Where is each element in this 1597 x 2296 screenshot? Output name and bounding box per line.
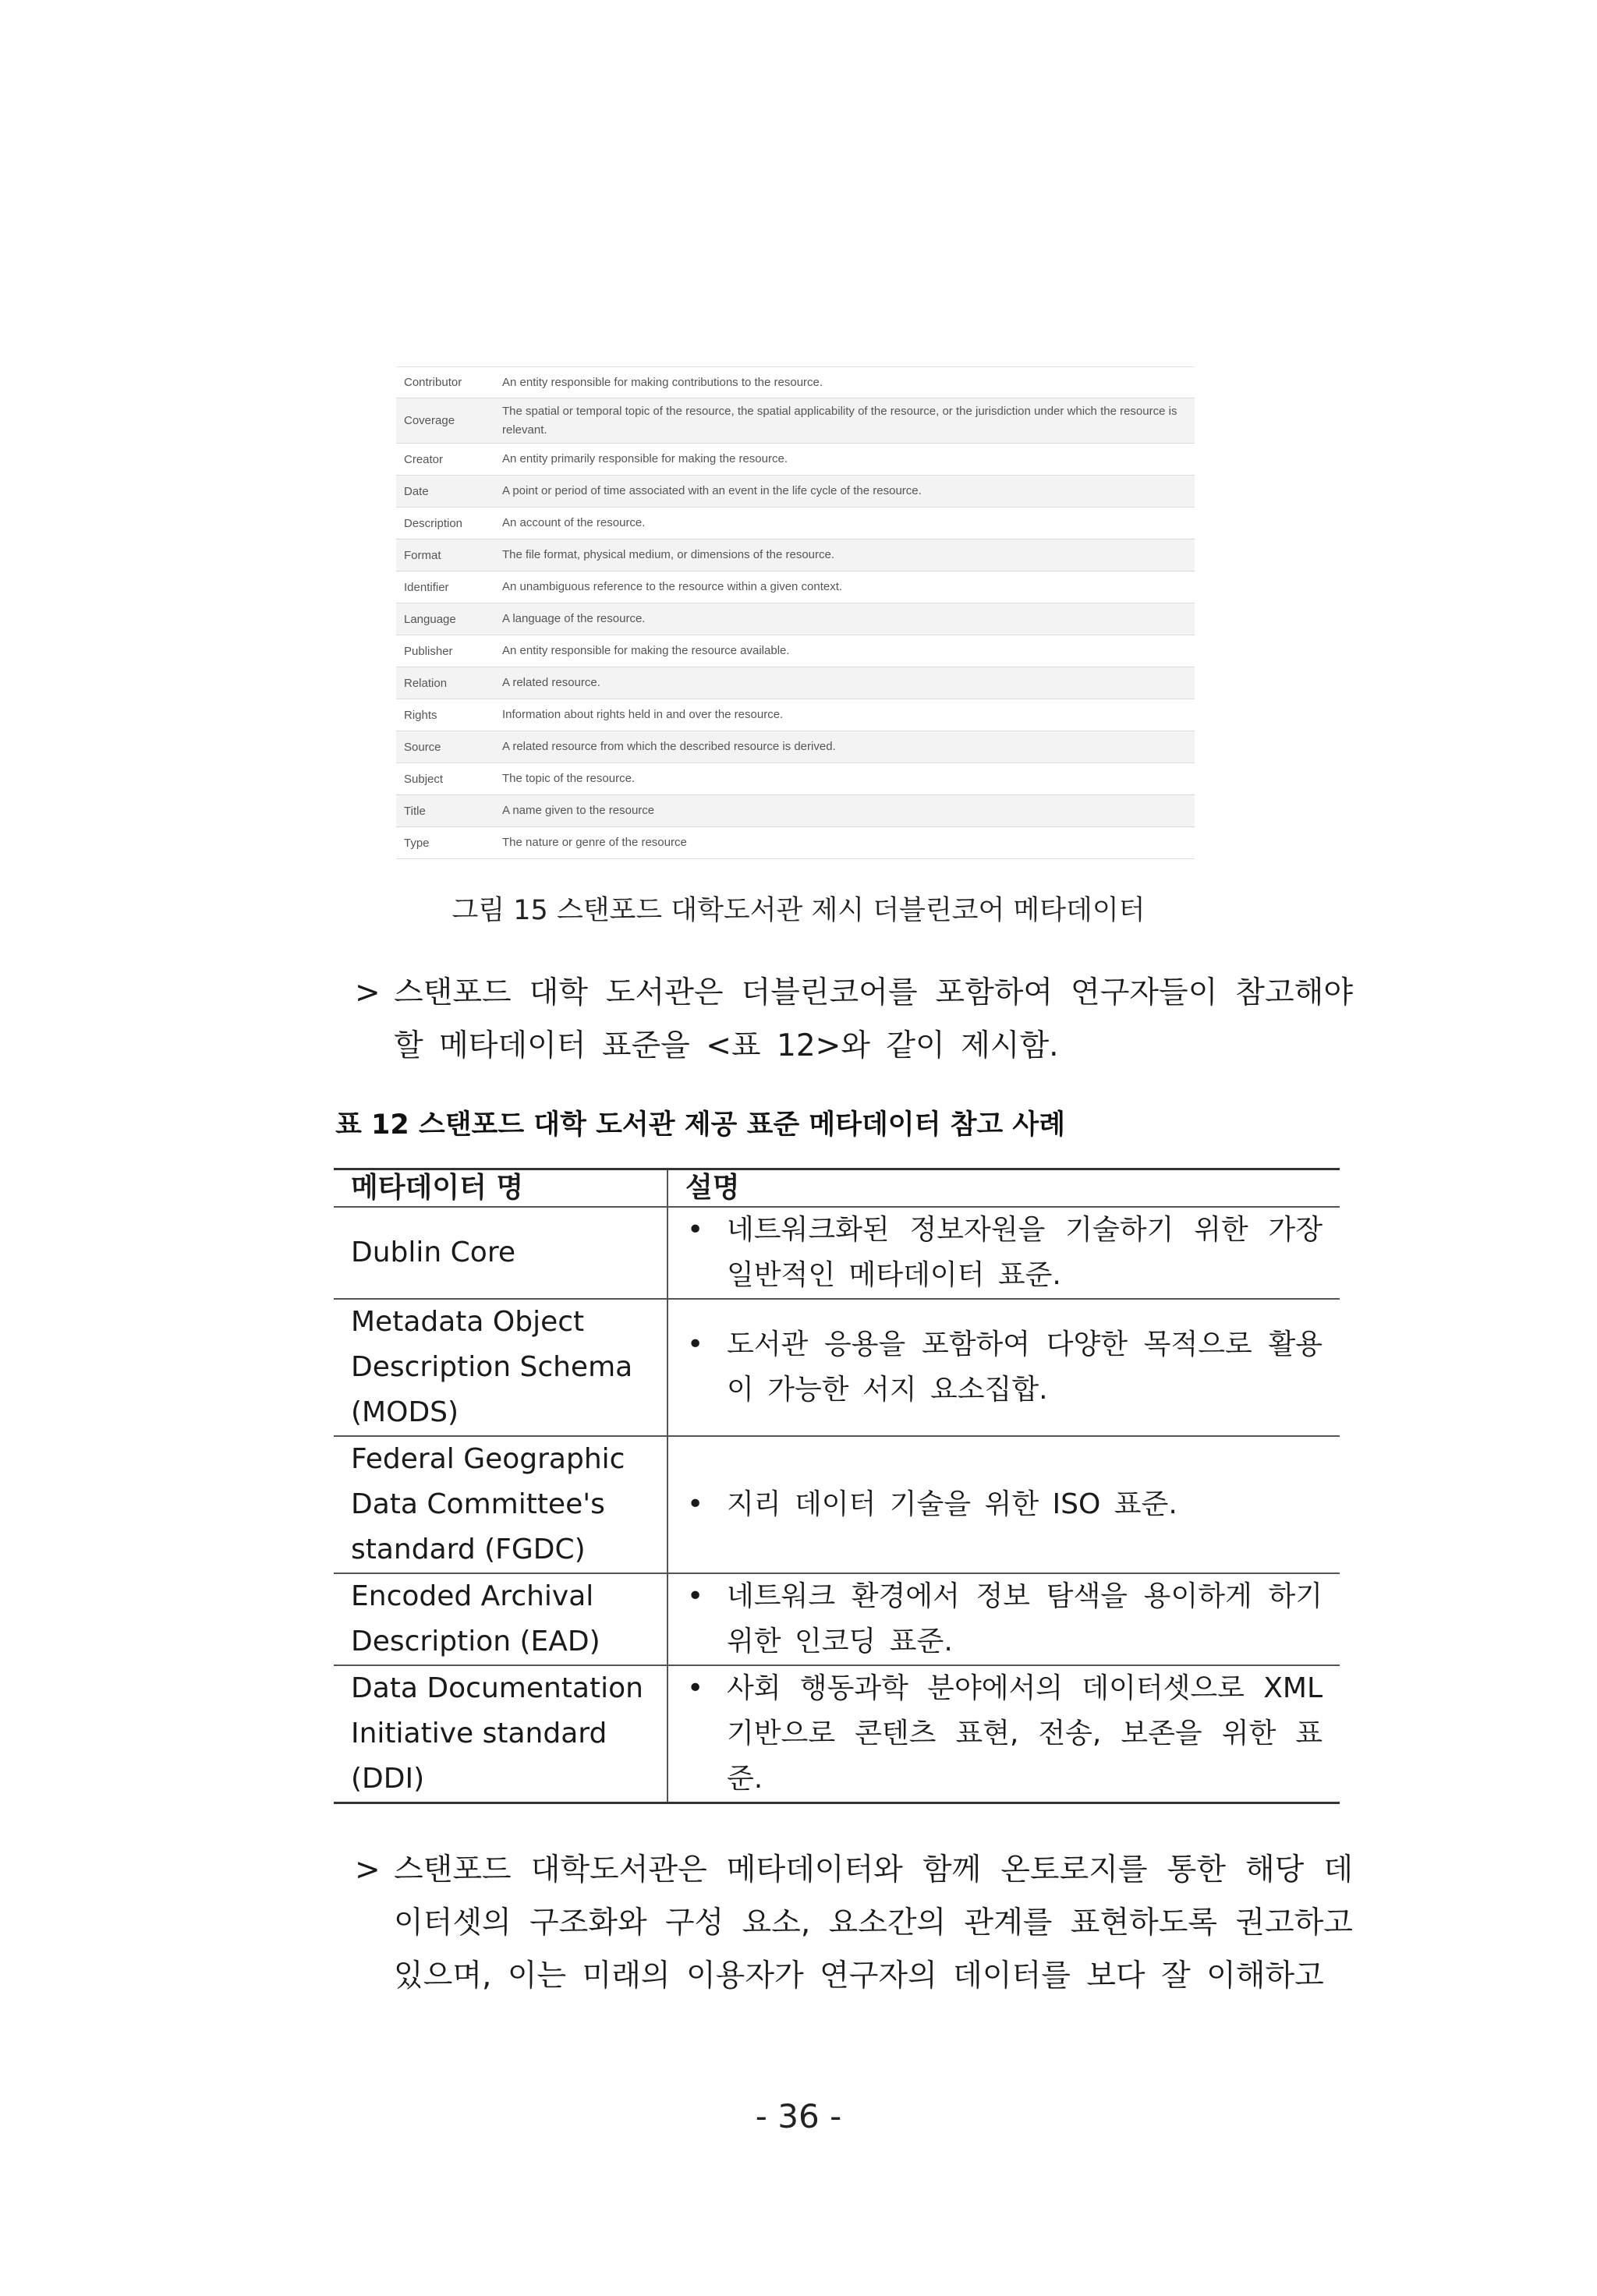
figure-term: Language [404,612,456,626]
metadata-standards-table [334,1168,1340,1804]
table-row [334,1207,1340,1299]
standard-description [667,1573,1340,1665]
figure-definition: A name given to the resource [502,804,655,817]
figure-row [396,603,1195,635]
description-text: 네트워크 환경에서 정보 탐색을 용이하게 하기 위한 인코딩 표준. [727,1580,1323,1657]
figure-term: Date [404,484,429,498]
standard-name: Metadata Object Description Schema (MODS) [334,1299,667,1436]
figure-row [396,540,1195,571]
figure-term: Publisher [404,644,453,658]
table-row [334,1573,1340,1665]
figure-row [396,367,1195,398]
standard-description [667,1436,1340,1573]
standard-name: Data Documentation Initiative standard (DDI) [334,1665,667,1803]
figure-term: Contributor [404,376,462,389]
dublin-core-figure [396,366,1195,859]
paragraph-marker: > [355,975,381,1010]
figure-row [396,763,1195,795]
figure-term: Coverage [404,414,455,427]
figure-term: Subject [404,772,444,786]
bullet-icon: • [687,1580,704,1612]
figure-definition: Information about rights held in and over the resource. [502,708,784,721]
figure-definition: The spatial or temporal topic of the resource, the spatial applicability of the resource, or the jurisdiction under which the resource is relevant. [502,404,1177,437]
figure-definition: A related resource. [502,676,600,689]
paragraph-marker: > [355,1852,381,1887]
table-title: 표 12 스탠포드 대학 도서관 제공 표준 메타데이터 참고 사례 [335,1109,1066,1141]
figure-row [396,667,1195,699]
figure-definition: A language of the resource. [502,612,646,625]
standard-name: Dublin Core [334,1207,667,1299]
figure-definition: The nature or genre of the resource [502,836,687,849]
paragraph-text: 스탠포드 대학 도서관은 더블린코어를 포함하여 연구자들이 참고해야 할 메타데이터 표준을 <표 12>와 같이 제시함. [394,975,1353,1063]
figure-row [396,444,1195,476]
figure-term: Source [404,740,441,754]
paragraph [355,1844,1353,2003]
figure-term: Format [404,548,441,562]
figure-term: Rights [404,708,437,722]
figure-row [396,731,1195,763]
standard-name: Encoded Archival Description (EAD) [334,1573,667,1665]
figure-term: Description [404,516,463,530]
figure-definition: An unambiguous reference to the resource within a given context. [502,580,843,593]
table-row [334,1665,1340,1803]
figure-caption: 그림 15 스탠포드 대학도서관 제시 더블린코어 메타데이터 [451,895,1146,926]
page-number: - 36 - [755,2097,842,2135]
table-row [334,1436,1340,1573]
figure-row [396,795,1195,827]
description-text: 도서관 응용을 포함하여 다양한 목적으로 활용이 가능한 서지 요소집합. [727,1328,1323,1406]
figure-row [396,635,1195,667]
figure-term: Type [404,836,430,850]
figure-row [396,827,1195,859]
figure-definition: An account of the resource. [502,516,646,529]
figure-definition: A related resource from which the described resource is derived. [502,740,836,753]
figure-term: Relation [404,676,448,690]
figure-definition: An entity responsible for making the resource available. [502,644,790,657]
paragraph [355,967,1353,1073]
figure-term: Creator [404,452,444,466]
figure-definition: A point or period of time associated with an event in the life cycle of the resource. [502,484,922,497]
description-text: 지리 데이터 기술을 위한 ISO 표준. [727,1488,1177,1520]
table-header-row [334,1169,1340,1208]
column-header-description: 설명 [667,1169,1340,1208]
standard-description [667,1207,1340,1299]
figure-term: Title [404,804,426,818]
description-text: 네트워크화된 정보자원을 기술하기 위한 가장 일반적인 메타데이터 표준. [727,1214,1323,1291]
description-text: 사회 행동과학 분야에서의 데이터셋으로 XML 기반으로 콘텐츠 표현, 전송, 보존을 위한 표준. [727,1672,1323,1795]
figure-term: Identifier [404,580,449,594]
paragraph-text: 스탠포드 대학도서관은 메타데이터와 함께 온토로지를 통한 해당 데이터셋의 구조화와 구성 요소, 요소간의 관계를 표현하도록 권고하고 있으며, 이는 미래의 이용자가 연구자의 데이터를 보다 잘 이해하고 [394,1852,1353,1994]
standard-description [667,1665,1340,1803]
figure-row [396,476,1195,508]
bullet-icon: • [687,1214,704,1246]
standard-name: Federal Geographic Data Committee's standard (FGDC) [334,1436,667,1573]
figure-definition: An entity responsible for making contributions to the resource. [502,375,823,389]
figure-definition: An entity primarily responsible for making the resource. [502,452,788,465]
bullet-icon: • [687,1672,704,1704]
figure-row [396,508,1195,540]
figure-definition: The topic of the resource. [502,772,636,785]
bullet-icon: • [687,1328,704,1360]
column-header-name: 메타데이터 명 [334,1169,667,1208]
bullet-icon: • [687,1488,704,1520]
figure-definition: The file format, physical medium, or dimensions of the resource. [502,548,835,561]
figure-row [396,699,1195,731]
figure-row [396,571,1195,603]
standard-description [667,1299,1340,1436]
table-row [334,1299,1340,1436]
figure-row [396,398,1195,444]
